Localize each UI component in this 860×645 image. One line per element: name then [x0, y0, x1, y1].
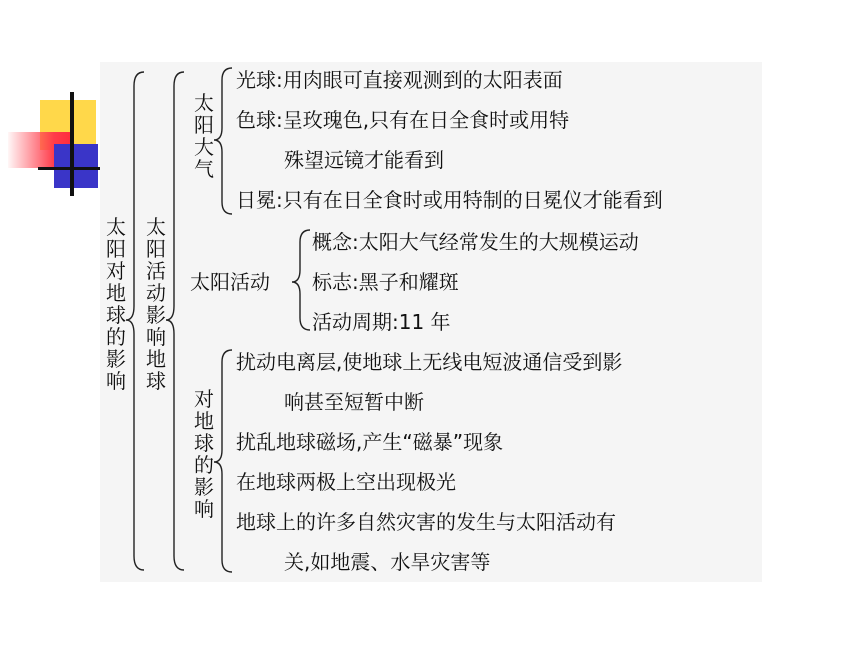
activity-item-cycle: 活动周期:11 年: [312, 310, 451, 334]
earth-effect-label: 对地球的影响: [194, 387, 214, 521]
level2-label: 太阳活动影响地球: [146, 215, 166, 393]
root-label: 太阳对地球的影响: [106, 215, 126, 393]
activity-label: 太阳活动: [190, 270, 270, 294]
activity-item-sign: 标志:黑子和耀斑: [312, 270, 459, 294]
atmosphere-item-chromosphere: 色球:呈玫瑰色,只有在日全食时或用特: [236, 108, 570, 132]
earth-effect-item-disasters-cont: 关,如地震、水旱灾害等: [284, 550, 491, 574]
atmosphere-item-corona: 日冕:只有在日全食时或用特制的日冕仪才能看到: [236, 188, 663, 212]
earth-effect-item-magnetic-storm: 扰乱地球磁场,产生“磁暴”现象: [236, 430, 504, 454]
slide-logo-icon: [8, 92, 104, 196]
earth-effect-item-ionosphere-cont: 响甚至短暂中断: [284, 390, 424, 414]
activity-item-concept: 概念:太阳大气经常发生的大规模运动: [312, 230, 639, 254]
atmosphere-label: 太阳大气: [194, 91, 214, 181]
atmosphere-item-photosphere: 光球:用肉眼可直接观测到的太阳表面: [236, 68, 563, 92]
earth-effect-item-disasters: 地球上的许多自然灾害的发生与太阳活动有: [236, 510, 616, 534]
atmosphere-item-chromosphere-cont: 殊望远镜才能看到: [284, 148, 444, 172]
concept-diagram: [100, 62, 762, 582]
earth-effect-item-aurora: 在地球两极上空出现极光: [236, 470, 456, 494]
earth-effect-item-ionosphere: 扰动电离层,使地球上无线电短波通信受到影: [236, 350, 623, 374]
